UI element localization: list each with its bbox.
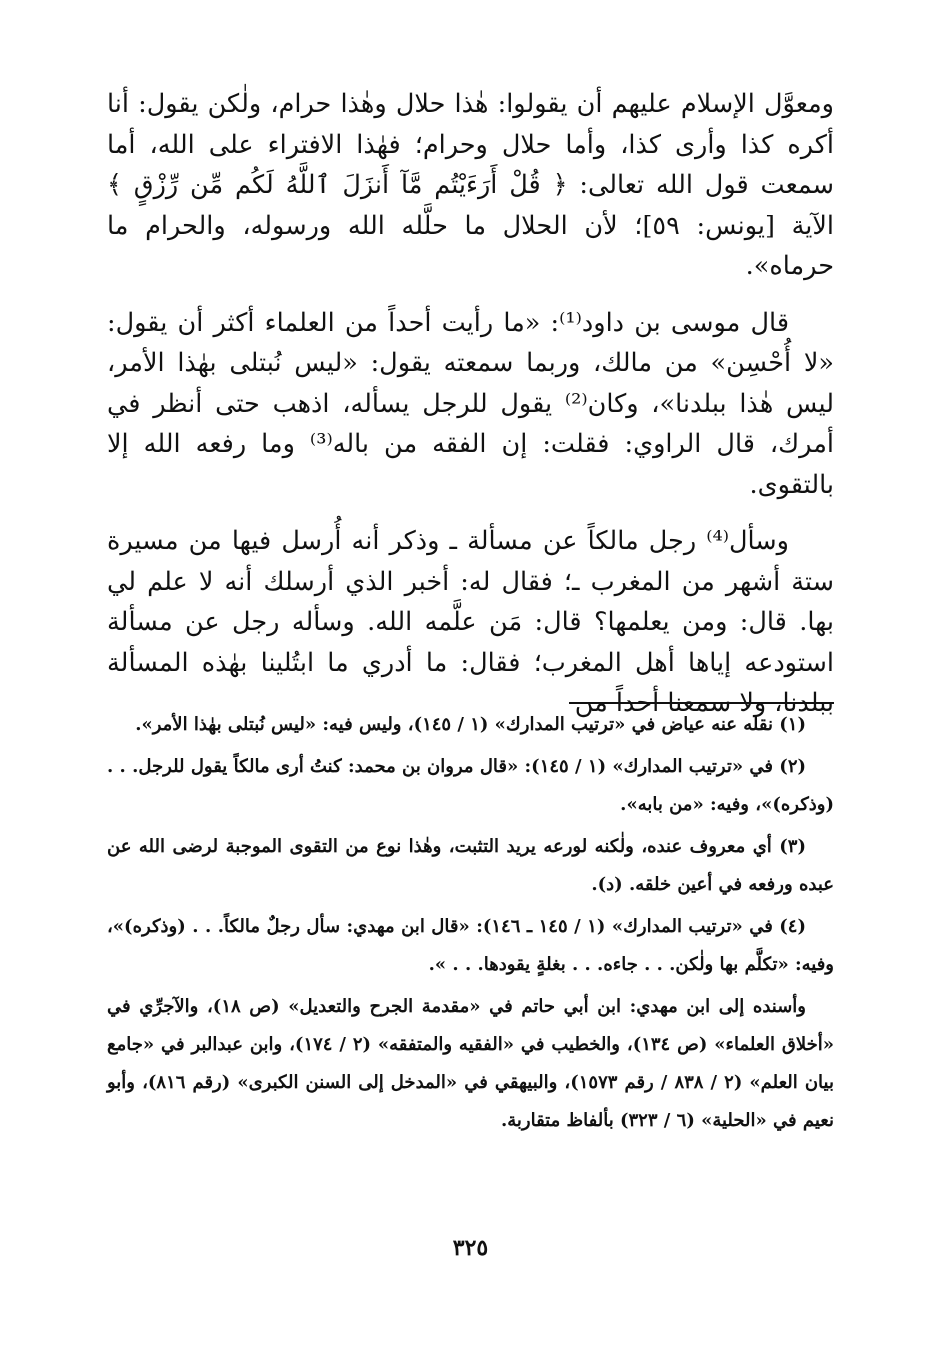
main-text [107,84,834,740]
footnotes [107,706,834,1144]
paragraph-1: ومعوَّل الإسلام عليهم أن يقولوا: هٰذا حلال وهٰذا حرام، ولٰكن يقول: أنا أكره كذا وأرى كذا، وأما حلال وحرام؛ فهٰذا الافتراء على الله، أما سمعت قول الله تعالى: ﴿ قُلْ أَرَءَيْتُم مَّآ أَنزَلَ ٱللَّهُ لَكُم مِّن رِّزْقٍ ﴾ الآية [يونس: ٥٩]؛ لأن الحلال ما حلَّله الله ورسوله، والحرام ما حرماه». [107,89,834,281]
footnote-3: (٣) أي معروف عنده، ولٰكنه لورعه يريد التثبت، وهٰذا نوع من التقوى الموجبة لرضى الله عن عبده ورفعه في أعين خلقه. (د). [107,836,834,895]
footnote-4-continuation: وأسنده إلى ابن مهدي: ابن أبي حاتم في «مقدمة الجرح والتعديل» (ص ١٨)، والآجرِّي في «أخلاق العلماء» (ص ١٣٤)، والخطيب في «الفقيه والمتفقه» (٢ / ١٧٤)، وابن عبدالبر في «جامع بيان العلم» (٢ / ٨٣٨ / رقم ١٥٧٣)، والبيهقي في «المدخل إلى السنن الكبرى» (رقم ٨١٦)، وأبو نعيم في «الحلية» (٦ / ٣٢٣) بألفاظ متقاربة. [107,996,834,1131]
footnote-1: (١) نقله عنه عياض في «ترتيب المدارك» (١ / ١٤٥)، وليس فيه: «ليس نُبتلى بهٰذا الأمر». [135,714,806,735]
footnote-4: (٤) في «ترتيب المدارك» (١ / ١٤٥ ـ ١٤٦): «قال ابن مهدي: سأل رجلٌ مالكاً. . . (وذكره)»، وفيه: «تكلَّم بها ولٰكن. . . جاءه. . . بغلةٍ يقودها. . . ». [107,916,834,975]
footnote-separator [569,702,834,704]
footnote-2: (٢) في «ترتيب المدارك» (١ / ١٤٥): «قال مروان بن محمد: كنتُ أرى مالكاً يقول للرجل. . . (وذكره)»، وفيه: «من بابه». [107,756,834,815]
paragraph-3: وسأل⁽⁴⁾ رجل مالكاً عن مسألة ـ وذكر أنه أُرسل فيها من مسيرة ستة أشهر من المغرب ـ؛ فقال له: أخبر الذي أرسلك أنه لا علم لي بها. قال: ومن يعلمها؟ قال: مَن علَّمه الله. وسأله رجل عن مسألة استودعه إياها أهل المغرب؛ فقال: ما أدري ما ابتُلينا بهٰذه المسألة ببلدنا، ولا سمعنا أحداً من [107,526,834,718]
page-number: ٣٢٥ [452,1235,489,1261]
paragraph-2: قال موسى بن داود⁽¹⁾: «ما رأيت أحداً من العلماء أكثر أن يقول: «لا أُحْسِن» من مالك، وربما سمعته يقول: «ليس نُبتلى بهٰذا الأمر، ليس هٰذا ببلدنا»، وكان⁽²⁾ يقول للرجل يسأله، اذهب حتى أنظر في أمرك، قال الراوي: فقلت: إن الفقه من باله⁽³⁾ وما رفعه الله إلا بالتقوى. [107,307,834,500]
